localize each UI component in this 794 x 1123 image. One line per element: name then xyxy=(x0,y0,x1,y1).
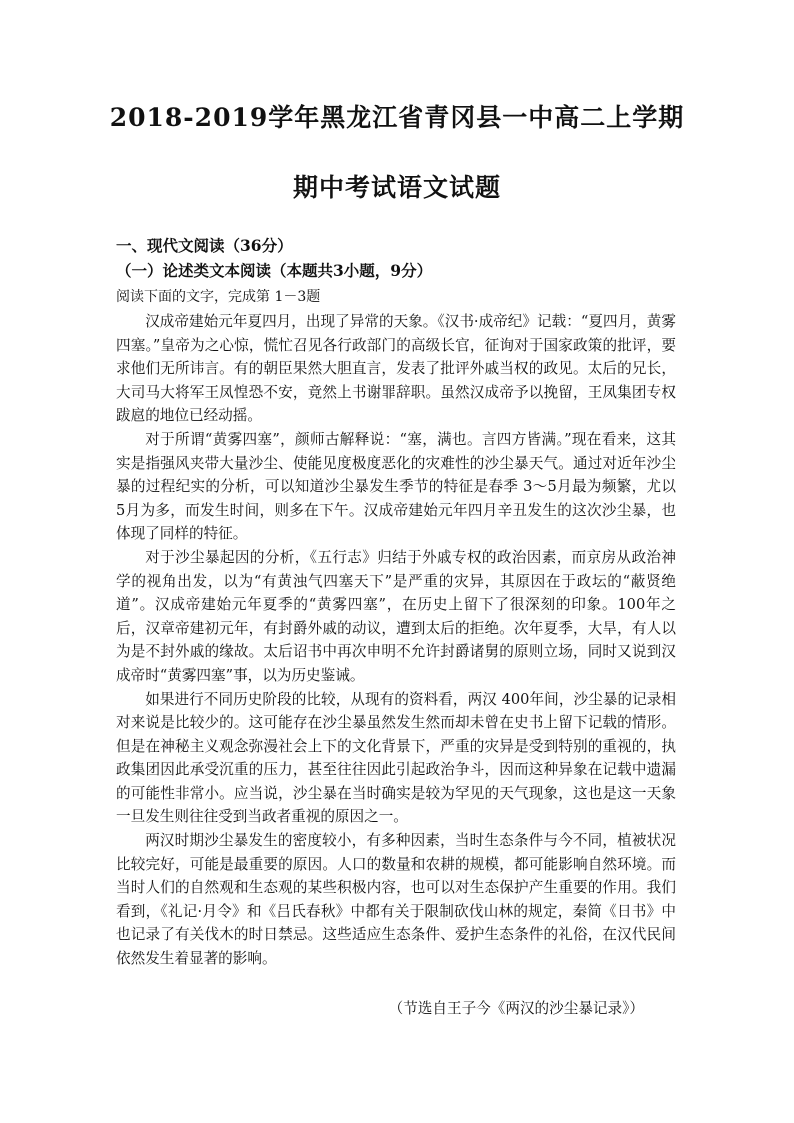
passage-body xyxy=(116,310,676,971)
passage-paragraph: 对于沙尘暴起因的分析，《五行志》归结于外戚专权的政治因素，而京房从政治神学的视角出发，以为“有黄浊气四塞天下”是严重的灾异，其原因在于政坛的“蔽贤绝道”。汉成帝建始元年夏季的“黄雾四塞”，在历史上留下了很深刻的印象。100年之后，汉章帝建初元年，有封爵外戚的动议，遭到太后的拒绝。次年夏季，大旱，有人以为是不封外戚的缘故。太后诏书中再次申明不允许封爵诸舅的原则立场，同时又说到汉成帝时“黄雾四塞”事，以为历史鉴诫。 xyxy=(116,548,676,684)
passage-paragraph: 如果进行不同历史阶段的比较，从现有的资料看，两汉 400年间，沙尘暴的记录相对来说是比较少的。这可能存在沙尘暴虽然发生然而却未曾在史书上留下记载的情形。但是在神秘主义观念弥漫社会上下的文化背景下，严重的灾异是受到特别的重视的，执政集团因此承受沉重的压力，甚至往往因此引起政治争斗，因而这种异象在记载中遗漏的可能性非常小。应当说，沙尘暴在当时确实是较为罕见的天气现象，这也是这一天象一旦发生则往往受到当政者重视的原因之一。 xyxy=(116,690,676,826)
passage-paragraph: 对于所谓“黄雾四塞”，颜师古解释说：“塞，满也。言四方皆满。”现在看来，这其实是指强风夹带大量沙尘、使能见度极度恶化的灾难性的沙尘暴天气。通过对近年沙尘暴的过程纪实的分析，可以知道沙尘暴发生季节的特征是春季 3～5月最为频繁，尤以 5月为多，而发生时间，则多在下午。汉成帝建始元年四月辛丑发生的这次沙尘暴，也体现了同样的特征。 xyxy=(116,430,676,543)
exam-title-line-1: 2018-2019学年黑龙江省青冈县一中高二上学期 xyxy=(109,103,685,132)
exam-title-line-2: 期中考试语文试题 xyxy=(292,173,501,202)
subsection-heading: （一）论述类文本阅读（本题共3小题，9分） xyxy=(116,261,433,280)
reading-instruction: 阅读下面的文字，完成第 1－3题 xyxy=(116,289,321,305)
source-citation: （节选自王子今《两汉的沙尘暴记录》） xyxy=(388,1000,644,1017)
passage-paragraph: 两汉时期沙尘暴发生的密度较小，有多种因素，当时生态条件与今不同，植被状况比较完好，可能是最重要的原因。人口的数量和农耕的规模，都可能影响自然环境。而当时人们的自然观和生态观的某些积极内容，也可以对生态保护产生重要的作用。我们看到，《礼记·月令》和《吕氏春秋》中都有关于限制砍伐山林的规定，秦简《日书》中也记录了有关伐木的时日禁忌。这些适应生态条件、爱护生态条件的礼俗，在汉代民间依然发生着显著的影响。 xyxy=(116,832,676,968)
section-heading: 一、现代文阅读（36分） xyxy=(116,236,293,255)
passage-paragraph: 汉成帝建始元年夏四月，出现了异常的天象。《汉书·成帝纪》记载：“夏四月，黄雾四塞。”皇帝为之心惊，慌忙召见各行政部门的高级长官，征询对于国家政策的批评，要求他们无所讳言。有的朝臣果然大胆直言，发表了批评外戚当权的政见。太后的兄长，大司马大将军王凤惶恐不安，竟然上书谢罪辞职。虽然汉成帝予以挽留，王凤集团专权跋扈的地位已经动摇。 xyxy=(116,313,676,425)
